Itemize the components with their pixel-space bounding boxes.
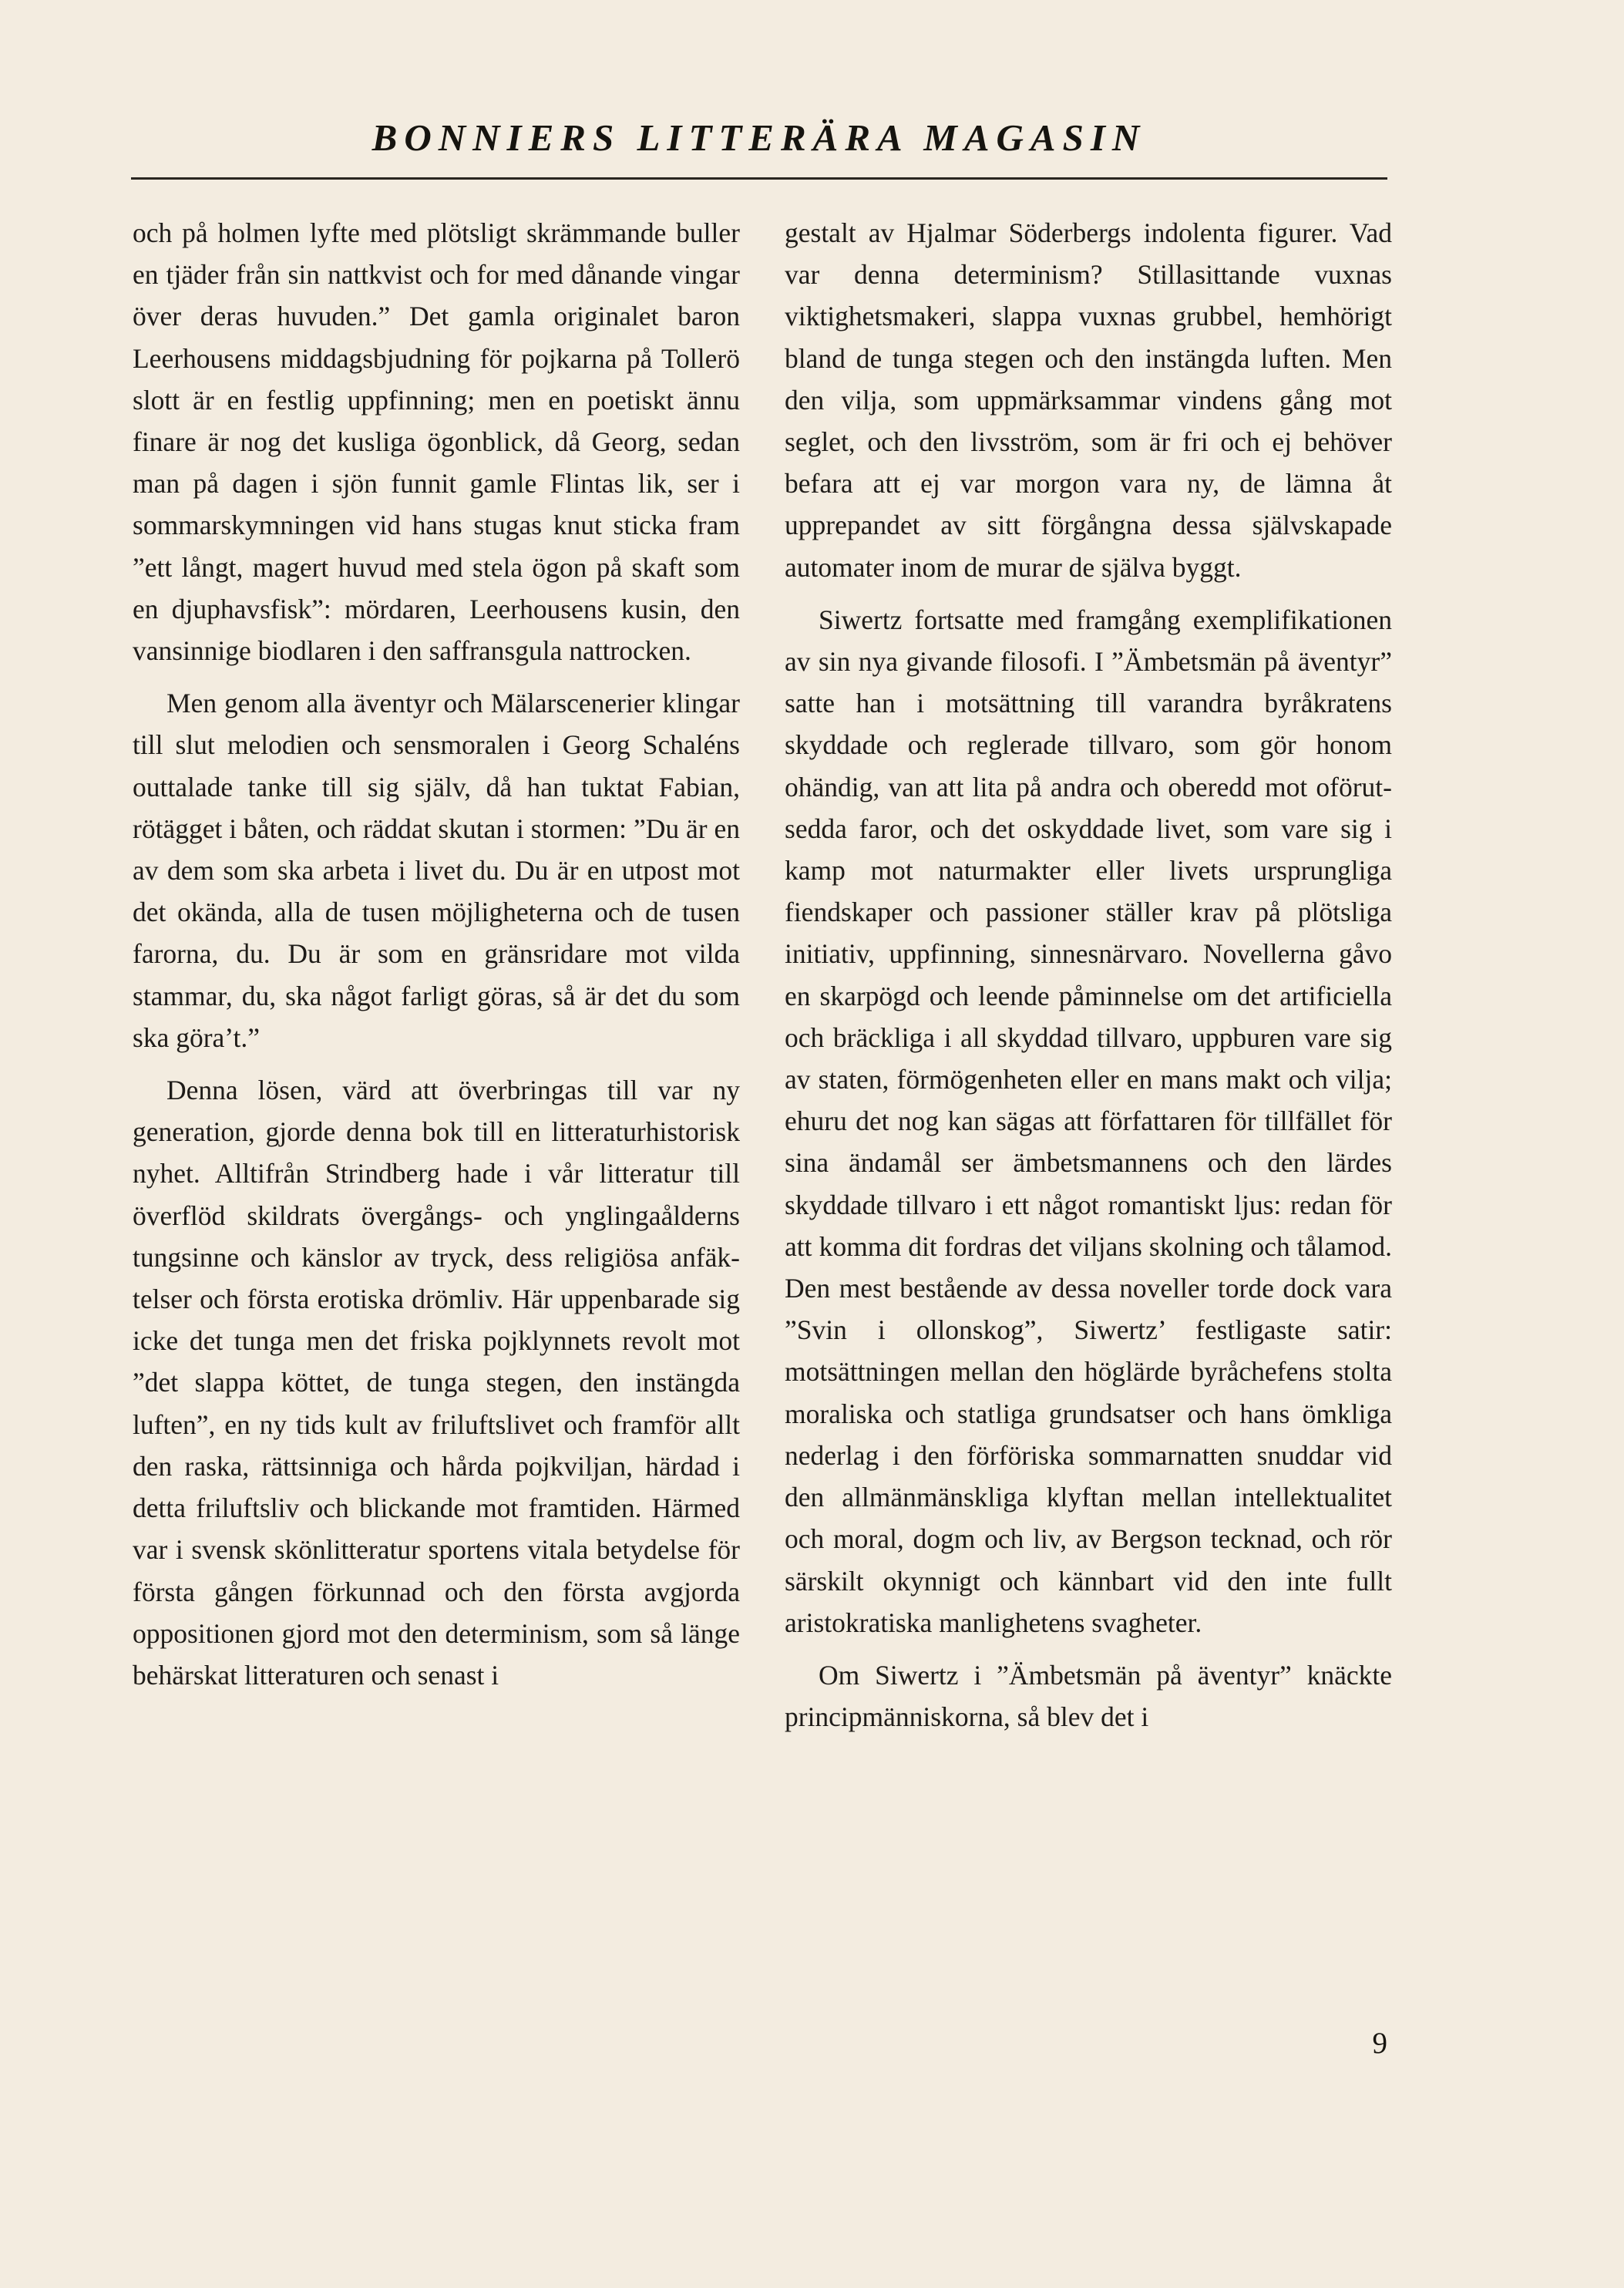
running-header: BONNIERS LITTERÄRA MAGASIN <box>372 116 1147 159</box>
right-paragraph-2: Siwertz fortsatte med framgång exemplifikationen av sin nya givande filosofi. I ”Ämbetsmän på äventyr” satte han i motsättning till varandra byråkratens skyddade och reglerade tillvaro, som gör honom ohändig, van att lita på andra och oberedd mot oförutsedda faror, och det oskyddade livet, som vare sig i kamp mot naturmakter eller livets ursprungliga fiendskaper och passioner ställer krav på plötsliga initiativ, uppfinning, sinnesnärvaro. Novellerna gåvo en skarpögd och leende påminnelse om det artificiella och bräckliga i all skyddad tillvaro, uppburen vare sig av staten, förmögenheten eller en mans makt och vilja; ehuru det nog kan sägas att författaren för tillfället för sina ändamål ser ämbetsmannens och den lärdes skyddade tillvaro i ett något romantiskt ljus: redan för att komma dit fordras det viljans skolning och tålamod. Den mest bestående av dessa noveller torde dock vara ”Svin i ollonskog”, Siwertz’ festligaste satir: motsättningen mellan den höglärde byråchefens stolta moraliska och statliga grundsatser och hans ömkliga nederlag i den förföriska sommarnatten snuddar vid den allmänmänskliga klyftan mellan intellektualitet och moral, dogm och liv, av Bergson tecknad, och rör särskilt okynnigt och kännbart vid den inte fullt aristokratiska manlighetens svagheter. <box>785 604 1392 1638</box>
right-column <box>785 212 1392 1748</box>
left-paragraph-3: Denna lösen, värd att överbringas till var ny generation, gjorde denna bok till en litteraturhistorisk nyhet. Alltifrån Strindberg hade i vår litteratur till överflöd skildrats övergångs- och ynglingaålderns tungsinne och känslor av tryck, dess religiösa anfäktelser och första erotiska drömliv. Här uppenbarade sig icke det tunga men det friska pojklynnets revolt mot ”det slappa köttet, de tunga stegen, den instängda luften”, en ny tids kult av friluftslivet och framför allt den raska, rättsinniga och hårda pojkviljan, härdad i detta friluftsliv och blickande mot framtiden. Härmed var i svensk skönlitteratur sportens vitala betydelse för första gången förkunnad och den första avgjorda oppositionen gjord mot den determinism, som så länge behärskat litteraturen och senast i <box>133 1075 740 1691</box>
left-column <box>133 212 740 1707</box>
header-rule <box>131 177 1387 180</box>
right-paragraph-3: Om Siwertz i ”Ämbetsmän på äventyr” knäckte principmänniskorna, så blev det i <box>785 1659 1392 1733</box>
right-paragraph-1: gestalt av Hjalmar Söderbergs indolenta figurer. Vad var denna determinism? Stillasittande vuxnas viktighetsmakeri, slappa vuxnas grubbel, hemhörigt bland de tunga stegen och den instängda luften. Men den vilja, som uppmärksammar vindens gång mot seglet, och den livsström, som är fri och ej behöver befara att ej var morgon vara ny, de lämna åt upprepandet av sitt förgångna dessa självskapade automater inom de murar de själva byggt. <box>785 217 1392 583</box>
left-paragraph-1: och på holmen lyfte med plötsligt skrämmande buller en tjäder från sin nattkvist och for med dånande vingar över deras huvuden.” Det gamla originalet baron Leerhousens middagsbjudning för pojkarna på Tollerö slott är en festlig uppfinning; men en poetiskt ännu finare är nog det kusliga ögonblick, då Georg, sedan man på dagen i sjön funnit gamle Flintas lik, ser i sommarskymningen vid hans stugas knut sticka fram ”ett långt, magert huvud med stela ögon på skaft som en djuphavsfisk”: mördaren, Leerhousens kusin, den vansinnige biodlaren i den saffransgula nattrocken. <box>133 217 740 667</box>
page-number: 9 <box>1372 2027 1387 2060</box>
left-paragraph-2: Men genom alla äventyr och Mälarscenerier klingar till slut melodien och sensmoralen i Georg Schaléns outtalade tanke till sig själv, då han tuktat Fabian, rötägget i båten, och räddat skutan i stormen: ”Du är en av dem som ska arbeta i livet du. Du är en utpost mot det okända, alla de tusen möjligheterna och de tusen farorna, du. Du är som en gränsridare mot vilda stammar, du, ska något farligt göras, så är det du som ska göra’t.” <box>133 688 740 1053</box>
